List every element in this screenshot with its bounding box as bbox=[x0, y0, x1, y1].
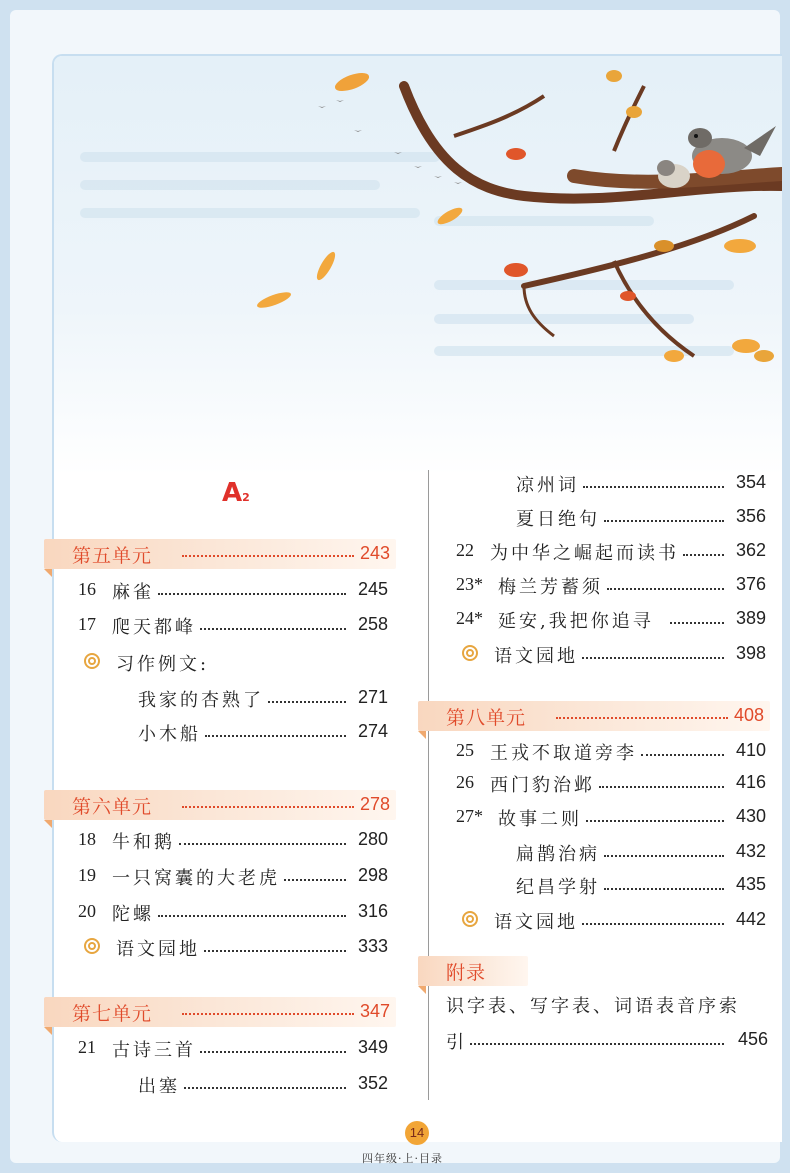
lesson-number: 16 bbox=[78, 579, 96, 599]
logo-subscript: 2 bbox=[242, 491, 250, 504]
footer-label: 四年级·上·目录 bbox=[362, 1152, 443, 1165]
circle-bullet-icon bbox=[84, 938, 100, 954]
leader-dots bbox=[200, 628, 346, 630]
page-number: 271 bbox=[357, 687, 388, 707]
unit-header[interactable] bbox=[44, 790, 396, 820]
unit-title: 第八单元 bbox=[446, 707, 527, 729]
entry-title: 扁鹊治病 bbox=[516, 844, 600, 865]
leader-dots bbox=[470, 1043, 724, 1045]
leader-dots bbox=[582, 923, 724, 925]
toc-entry[interactable] bbox=[456, 605, 766, 633]
publisher-logo bbox=[222, 478, 250, 508]
page-number: 435 bbox=[735, 874, 766, 894]
toc-entry[interactable] bbox=[78, 1034, 388, 1062]
toc-entry[interactable] bbox=[456, 803, 766, 831]
toc-entry[interactable] bbox=[78, 826, 388, 854]
toc-entry[interactable] bbox=[78, 684, 388, 712]
page-number: 456 bbox=[737, 1029, 768, 1049]
leader-dots bbox=[582, 657, 724, 659]
leader-dots bbox=[670, 622, 724, 624]
unit-header[interactable] bbox=[418, 956, 528, 986]
leader-dots bbox=[182, 555, 354, 557]
leader-dots bbox=[182, 1013, 354, 1015]
appendix-entry-title: 识字表、写字表、词语表音序索 bbox=[446, 996, 740, 1017]
toc-entry[interactable] bbox=[456, 769, 766, 797]
entry-title: 延安,我把你追寻 bbox=[498, 611, 654, 632]
entry-title: 古诗三首 bbox=[112, 1040, 196, 1061]
leader-dots bbox=[204, 950, 346, 952]
entry-title: 习作例文: bbox=[116, 654, 210, 675]
branch-birds-illustration bbox=[54, 56, 782, 476]
entry-title: 纪昌学射 bbox=[516, 877, 600, 898]
toc-entry[interactable] bbox=[78, 862, 388, 890]
page-number: 432 bbox=[735, 841, 766, 861]
leader-dots bbox=[158, 593, 346, 595]
toc-entry[interactable] bbox=[78, 933, 388, 961]
page-number: 333 bbox=[357, 936, 388, 956]
page-number: 298 bbox=[357, 865, 388, 885]
leader-dots bbox=[583, 486, 724, 488]
entry-title: 西门豹治邺 bbox=[490, 775, 595, 796]
page-number: 280 bbox=[357, 829, 388, 849]
page-number: 316 bbox=[357, 901, 388, 921]
entry-title: 语文园地 bbox=[116, 939, 200, 960]
leader-dots bbox=[284, 879, 346, 881]
lesson-number: 25 bbox=[456, 740, 474, 760]
toc-entry[interactable] bbox=[456, 640, 766, 668]
toc-entry[interactable] bbox=[78, 898, 388, 926]
toc-entry[interactable] bbox=[78, 718, 388, 746]
entry-title: 我家的杏熟了 bbox=[138, 690, 264, 711]
leader-dots bbox=[158, 915, 346, 917]
logo-letter: A bbox=[222, 478, 243, 508]
entry-title: 夏日绝句 bbox=[516, 509, 600, 530]
page-number: 356 bbox=[735, 506, 766, 526]
entry-title: 梅兰芳蓄须 bbox=[498, 577, 603, 598]
leader-dots bbox=[604, 855, 724, 857]
entry-title: 故事二则 bbox=[498, 809, 582, 830]
column-divider bbox=[428, 470, 429, 1100]
lesson-number: 24* bbox=[456, 608, 483, 628]
page-number: 362 bbox=[735, 540, 766, 560]
page-number: 376 bbox=[735, 574, 766, 594]
leader-dots bbox=[599, 786, 724, 788]
toc-entry[interactable] bbox=[456, 838, 766, 866]
unit-header[interactable] bbox=[418, 701, 770, 731]
toc-entry[interactable] bbox=[78, 611, 388, 639]
toc-entry[interactable] bbox=[456, 906, 766, 934]
entry-title: 陀螺 bbox=[112, 904, 154, 925]
toc-entry[interactable] bbox=[456, 571, 766, 599]
toc-entry[interactable] bbox=[456, 737, 766, 765]
entry-title: 王戎不取道旁李 bbox=[490, 743, 637, 764]
toc-entry[interactable] bbox=[456, 537, 766, 565]
lesson-number: 26 bbox=[456, 772, 474, 792]
unit-page-number: 243 bbox=[359, 543, 390, 563]
unit-title: 第六单元 bbox=[72, 796, 153, 818]
lesson-number: 20 bbox=[78, 901, 96, 921]
page-number: 410 bbox=[735, 740, 766, 760]
toc-entry[interactable] bbox=[456, 503, 766, 531]
unit-title: 第五单元 bbox=[72, 545, 153, 567]
unit-title: 第七单元 bbox=[72, 1003, 153, 1025]
toc-entry[interactable] bbox=[446, 1026, 768, 1054]
toc-entry[interactable] bbox=[78, 1070, 388, 1098]
page-number: 349 bbox=[357, 1037, 388, 1057]
page-number: 258 bbox=[357, 614, 388, 634]
unit-header[interactable] bbox=[44, 997, 396, 1027]
lesson-number: 21 bbox=[78, 1037, 96, 1057]
toc-entry[interactable] bbox=[456, 469, 766, 497]
lesson-number: 22 bbox=[456, 540, 474, 560]
page-number: 416 bbox=[735, 772, 766, 792]
entry-title: 为中华之崛起而读书 bbox=[490, 543, 679, 564]
leader-dots bbox=[182, 806, 354, 808]
leader-dots bbox=[607, 588, 724, 590]
leader-dots bbox=[184, 1087, 346, 1089]
page-number: 354 bbox=[735, 472, 766, 492]
unit-header[interactable] bbox=[44, 539, 396, 569]
leader-dots bbox=[556, 717, 728, 719]
entry-title: 爬天都峰 bbox=[112, 617, 196, 638]
entry-title: 凉州词 bbox=[516, 475, 579, 496]
entry-title: 出塞 bbox=[138, 1076, 180, 1097]
entry-title: 小木船 bbox=[138, 724, 201, 745]
page-number: 389 bbox=[735, 608, 766, 628]
toc-entry[interactable] bbox=[78, 648, 388, 676]
leader-dots bbox=[200, 1051, 346, 1053]
leader-dots bbox=[205, 735, 346, 737]
circle-bullet-icon bbox=[462, 911, 478, 927]
unit-page-number: 347 bbox=[359, 1001, 390, 1021]
page-number-badge: 14 bbox=[405, 1121, 429, 1145]
leader-dots bbox=[179, 843, 346, 845]
entry-title: 语文园地 bbox=[494, 646, 578, 667]
lesson-number: 27* bbox=[456, 806, 483, 826]
page-number: 274 bbox=[357, 721, 388, 741]
leader-dots bbox=[683, 554, 724, 556]
toc-entry[interactable] bbox=[456, 871, 766, 899]
entry-title: 麻雀 bbox=[112, 582, 154, 603]
entry-title: 牛和鹅 bbox=[112, 832, 175, 853]
page-number: 352 bbox=[357, 1073, 388, 1093]
lesson-number: 18 bbox=[78, 829, 96, 849]
page-number: 398 bbox=[735, 643, 766, 663]
unit-page-number: 408 bbox=[733, 705, 764, 725]
leader-dots bbox=[268, 701, 346, 703]
leader-dots bbox=[604, 888, 724, 890]
entry-title: 语文园地 bbox=[494, 912, 578, 933]
page-number: 245 bbox=[357, 579, 388, 599]
lesson-number: 19 bbox=[78, 865, 96, 885]
unit-page-number: 278 bbox=[359, 794, 390, 814]
lesson-number: 17 bbox=[78, 614, 96, 634]
appendix-entry-title-cont: 引 bbox=[446, 1032, 467, 1053]
page-number: 442 bbox=[735, 909, 766, 929]
unit-title: 附录 bbox=[446, 962, 487, 984]
circle-bullet-icon bbox=[462, 645, 478, 661]
circle-bullet-icon bbox=[84, 653, 100, 669]
lesson-number: 23* bbox=[456, 574, 483, 594]
entry-title: 一只窝囊的大老虎 bbox=[112, 868, 280, 889]
leader-dots bbox=[586, 820, 724, 822]
leader-dots bbox=[604, 520, 724, 522]
page-number: 430 bbox=[735, 806, 766, 826]
leader-dots bbox=[641, 754, 724, 756]
toc-entry[interactable] bbox=[78, 576, 388, 604]
